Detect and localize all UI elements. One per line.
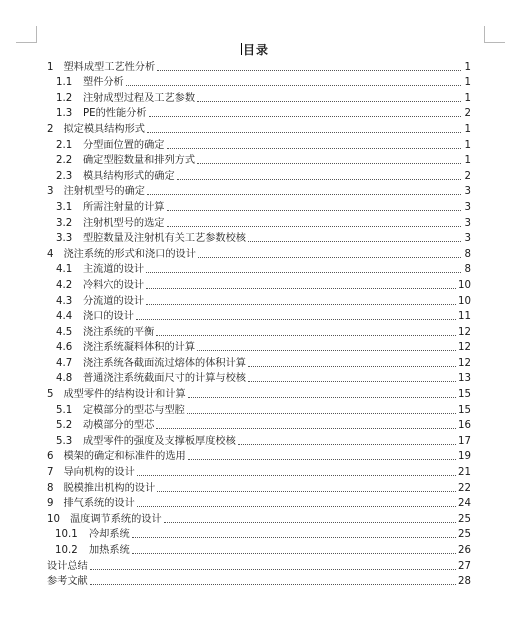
- toc-entry[interactable]: [47, 417, 471, 433]
- toc-entry-number: 2.3: [56, 170, 73, 182]
- toc-entry-title: 参考文献: [47, 576, 88, 588]
- toc-entry-title: 定模部分的型芯与型腔: [83, 404, 185, 416]
- toc-entry-title: 冷却系统: [89, 529, 130, 541]
- toc-dot-leader: [167, 147, 462, 149]
- toc-dot-leader: [126, 84, 461, 86]
- toc-entry-page: 8: [464, 248, 471, 260]
- toc-entry-page: 15: [458, 404, 471, 416]
- toc-entry-title: 浇注系统的形式和浇口的设计: [63, 248, 196, 260]
- toc-entry-page: 22: [458, 482, 471, 494]
- toc-dot-leader: [248, 240, 461, 242]
- toc-entry-number: 9: [47, 498, 54, 510]
- toc-entry-number: 3.3: [56, 233, 73, 245]
- toc-entry-number: 1.3: [56, 108, 73, 120]
- toc-entry-page: 3: [464, 233, 471, 245]
- toc-entry-page: 28: [458, 576, 471, 588]
- toc-entry-page: 2: [464, 170, 471, 182]
- toc-dot-leader: [146, 303, 456, 305]
- toc-entry-page: 21: [458, 467, 471, 479]
- toc-entry[interactable]: [47, 385, 471, 401]
- toc-entry-page: 3: [464, 217, 471, 229]
- toc-entry-title: 设计总结: [47, 560, 88, 572]
- toc-dot-leader: [136, 318, 456, 320]
- toc-entry-number: 7: [47, 467, 54, 479]
- toc-entry-number: 1.1: [56, 77, 73, 89]
- toc-entry[interactable]: [47, 74, 471, 90]
- toc-dot-leader: [198, 256, 461, 258]
- toc-entry-number: 1.2: [56, 92, 73, 104]
- toc-entry[interactable]: [47, 479, 471, 495]
- toc-entry[interactable]: [47, 541, 471, 557]
- toc-entry-title: 浇注系统的平衡: [83, 326, 155, 338]
- toc-title: 目录: [242, 43, 269, 57]
- toc-entry-number: 10: [47, 513, 60, 525]
- toc-entry[interactable]: [47, 183, 471, 199]
- toc-dot-leader: [132, 536, 456, 538]
- toc-entry-page: 1: [464, 92, 471, 104]
- text-cursor: [241, 43, 242, 55]
- toc-entry-title: PE的性能分析: [83, 108, 147, 120]
- toc-entry-page: 16: [458, 420, 471, 432]
- toc-entry[interactable]: [47, 58, 471, 74]
- toc-entry-page: 1: [464, 77, 471, 89]
- toc-entry-page: 27: [458, 560, 471, 572]
- toc-entry-title: 塑件分析: [83, 77, 124, 89]
- toc-dot-leader: [164, 521, 456, 523]
- toc-entry[interactable]: [47, 167, 471, 183]
- toc-entry-page: 19: [458, 451, 471, 463]
- toc-entry-number: 3.2: [56, 217, 73, 229]
- toc-dot-leader: [147, 131, 461, 133]
- toc-entry-number: 5.2: [56, 420, 73, 432]
- toc-entry-number: 6: [47, 451, 54, 463]
- toc-entry-number: 5.3: [56, 435, 73, 447]
- toc-entry-title: 所需注射量的计算: [83, 201, 165, 213]
- toc-entry[interactable]: [47, 136, 471, 152]
- toc-dot-leader: [90, 583, 456, 585]
- toc-entry[interactable]: [47, 573, 471, 589]
- toc-entry-page: 13: [458, 373, 471, 385]
- toc-entry[interactable]: [47, 214, 471, 230]
- toc-entry-page: 12: [458, 326, 471, 338]
- toc-entry[interactable]: [47, 261, 471, 277]
- toc-entry[interactable]: [47, 105, 471, 121]
- toc-entry-page: 1: [464, 155, 471, 167]
- toc-entry-title: 型腔数量及注射机有关工艺参数校核: [83, 233, 246, 245]
- toc-entry[interactable]: [47, 401, 471, 417]
- toc-entry-number: 5.1: [56, 404, 73, 416]
- toc-dot-leader: [137, 474, 456, 476]
- toc-entry[interactable]: [47, 510, 471, 526]
- toc-entry-title: 动模部分的型芯: [83, 420, 155, 432]
- toc-entry-title: 注射机型号的选定: [83, 217, 165, 229]
- toc-entry-title: 脱模推出机构的设计: [63, 482, 156, 494]
- toc-entry-page: 15: [458, 389, 471, 401]
- toc-entry-title: 拟定模具结构形式: [63, 123, 145, 135]
- toc-dot-leader: [132, 552, 456, 554]
- toc-entry-title: 排气系统的设计: [63, 498, 135, 510]
- toc-entry-title: 加热系统: [89, 545, 130, 556]
- toc-entry-number: 4.7: [56, 357, 73, 369]
- toc-dot-leader: [156, 427, 456, 429]
- toc-entry-number: 4.2: [56, 279, 73, 291]
- toc-entry-number: 10.1: [55, 529, 78, 541]
- toc-entry[interactable]: [47, 495, 471, 511]
- toc-dot-leader: [197, 349, 456, 351]
- toc-entry-page: 25: [458, 529, 471, 541]
- toc-dot-leader: [197, 162, 461, 164]
- toc-entry-title: 模架的确定和标准件的选用: [63, 451, 186, 463]
- toc-entry[interactable]: [47, 120, 471, 136]
- toc-entry-number: 4.5: [56, 326, 73, 338]
- toc-entry[interactable]: [47, 89, 471, 105]
- toc-entry-page: 26: [458, 545, 471, 556]
- toc-entry-number: 2.1: [56, 139, 73, 151]
- toc-entry-title: 成型零件的结构设计和计算: [63, 389, 186, 401]
- toc-entry-number: 4.4: [56, 311, 73, 323]
- toc-entry-title: 普通浇注系统截面尺寸的计算与校核: [83, 373, 246, 385]
- toc-entry-number: 4.1: [56, 264, 73, 276]
- toc-entry[interactable]: [47, 323, 471, 339]
- toc-entry-title: 浇注系统凝料体积的计算: [83, 342, 196, 354]
- toc-entry-title: 注射成型过程及工艺参数: [83, 92, 196, 104]
- toc-dot-leader: [157, 490, 456, 492]
- toc-entry[interactable]: [47, 308, 471, 324]
- toc-entry-number: 10.2: [55, 545, 78, 556]
- toc-entry-page: 12: [458, 357, 471, 369]
- toc-dot-leader: [188, 396, 456, 398]
- toc-entry-title: 冷料穴的设计: [83, 279, 145, 291]
- toc-entry-page: 17: [458, 435, 471, 447]
- toc-entry-page: 24: [458, 498, 471, 510]
- toc-entry-number: 3.1: [56, 201, 73, 213]
- toc-entry-page: 3: [464, 201, 471, 213]
- toc-dot-leader: [157, 69, 461, 71]
- toc-entry[interactable]: [47, 354, 471, 370]
- toc-entry-page: 10: [458, 279, 471, 291]
- toc-entry[interactable]: [47, 198, 471, 214]
- toc-entry-number: 3: [47, 186, 54, 198]
- toc-entry-title: 浇口的设计: [83, 311, 134, 323]
- toc-entry-page: 1: [464, 61, 471, 73]
- toc-dot-leader: [177, 178, 461, 180]
- toc-dot-leader: [149, 115, 461, 117]
- toc-dot-leader: [137, 505, 456, 507]
- toc-entry-title: 模具结构形式的确定: [83, 170, 175, 182]
- toc-dot-leader: [146, 271, 461, 273]
- toc-entry-title: 导向机构的设计: [63, 467, 135, 479]
- toc-entry-page: 2: [464, 108, 471, 120]
- toc-entry-number: 8: [47, 482, 54, 494]
- toc-entry-title: 塑料成型工艺性分析: [63, 61, 156, 73]
- toc-entry-page: 25: [458, 513, 471, 525]
- toc-entry-number: 1: [47, 61, 54, 73]
- toc-dot-leader: [188, 458, 456, 460]
- toc-dot-leader: [156, 334, 456, 336]
- toc-entry-title: 成型零件的强度及支撑板厚度校核: [83, 435, 236, 447]
- toc-entry-title: 分流道的设计: [83, 295, 145, 307]
- toc-entry[interactable]: [47, 152, 471, 168]
- toc-dot-leader: [248, 365, 456, 367]
- toc-entry-title: 主流道的设计: [83, 264, 145, 276]
- toc-entry-page: 10: [458, 295, 471, 307]
- toc-entry-page: 1: [464, 139, 471, 151]
- toc-entry-number: 2: [47, 123, 54, 135]
- toc-entry-number: 4.8: [56, 373, 73, 385]
- toc-entry-page: 11: [458, 311, 471, 323]
- toc-dot-leader: [90, 568, 456, 570]
- toc-entry[interactable]: [47, 463, 471, 479]
- toc-dot-leader: [167, 225, 462, 227]
- toc-entry[interactable]: [47, 276, 471, 292]
- toc-entry-number: 4.3: [56, 295, 73, 307]
- toc-entry[interactable]: [47, 448, 471, 464]
- toc-entry-page: 3: [464, 186, 471, 198]
- toc-entry-title: 确定型腔数量和排列方式: [83, 155, 196, 167]
- toc-entry-number: 2.2: [56, 155, 73, 167]
- toc-entry[interactable]: [47, 245, 471, 261]
- toc-dot-leader: [238, 443, 456, 445]
- toc-entry-title: 注射机型号的确定: [63, 186, 145, 198]
- toc-entry[interactable]: [47, 370, 471, 386]
- toc-dot-leader: [147, 193, 461, 195]
- toc-dot-leader: [248, 380, 456, 382]
- table-of-contents: [47, 58, 471, 588]
- toc-entry[interactable]: [47, 339, 471, 355]
- toc-entry-title: 分型面位置的确定: [83, 139, 165, 151]
- toc-entry-page: 1: [464, 123, 471, 135]
- toc-entry-number: 4: [47, 248, 54, 260]
- toc-entry[interactable]: [47, 230, 471, 246]
- toc-entry-page: 8: [464, 264, 471, 276]
- toc-entry[interactable]: [47, 557, 471, 573]
- toc-entry[interactable]: [47, 292, 471, 308]
- toc-entry-title: 温度调节系统的设计: [69, 513, 162, 525]
- toc-dot-leader: [146, 287, 456, 289]
- toc-entry[interactable]: [47, 432, 471, 448]
- toc-entry-page: 12: [458, 342, 471, 354]
- toc-entry[interactable]: [47, 526, 471, 542]
- toc-entry-number: 4.6: [56, 342, 73, 354]
- toc-entry-number: 5: [47, 389, 54, 401]
- toc-dot-leader: [167, 209, 462, 211]
- toc-entry-title: 浇注系统各截面流过熔体的体积计算: [83, 357, 246, 369]
- toc-dot-leader: [187, 412, 456, 414]
- toc-dot-leader: [197, 100, 461, 102]
